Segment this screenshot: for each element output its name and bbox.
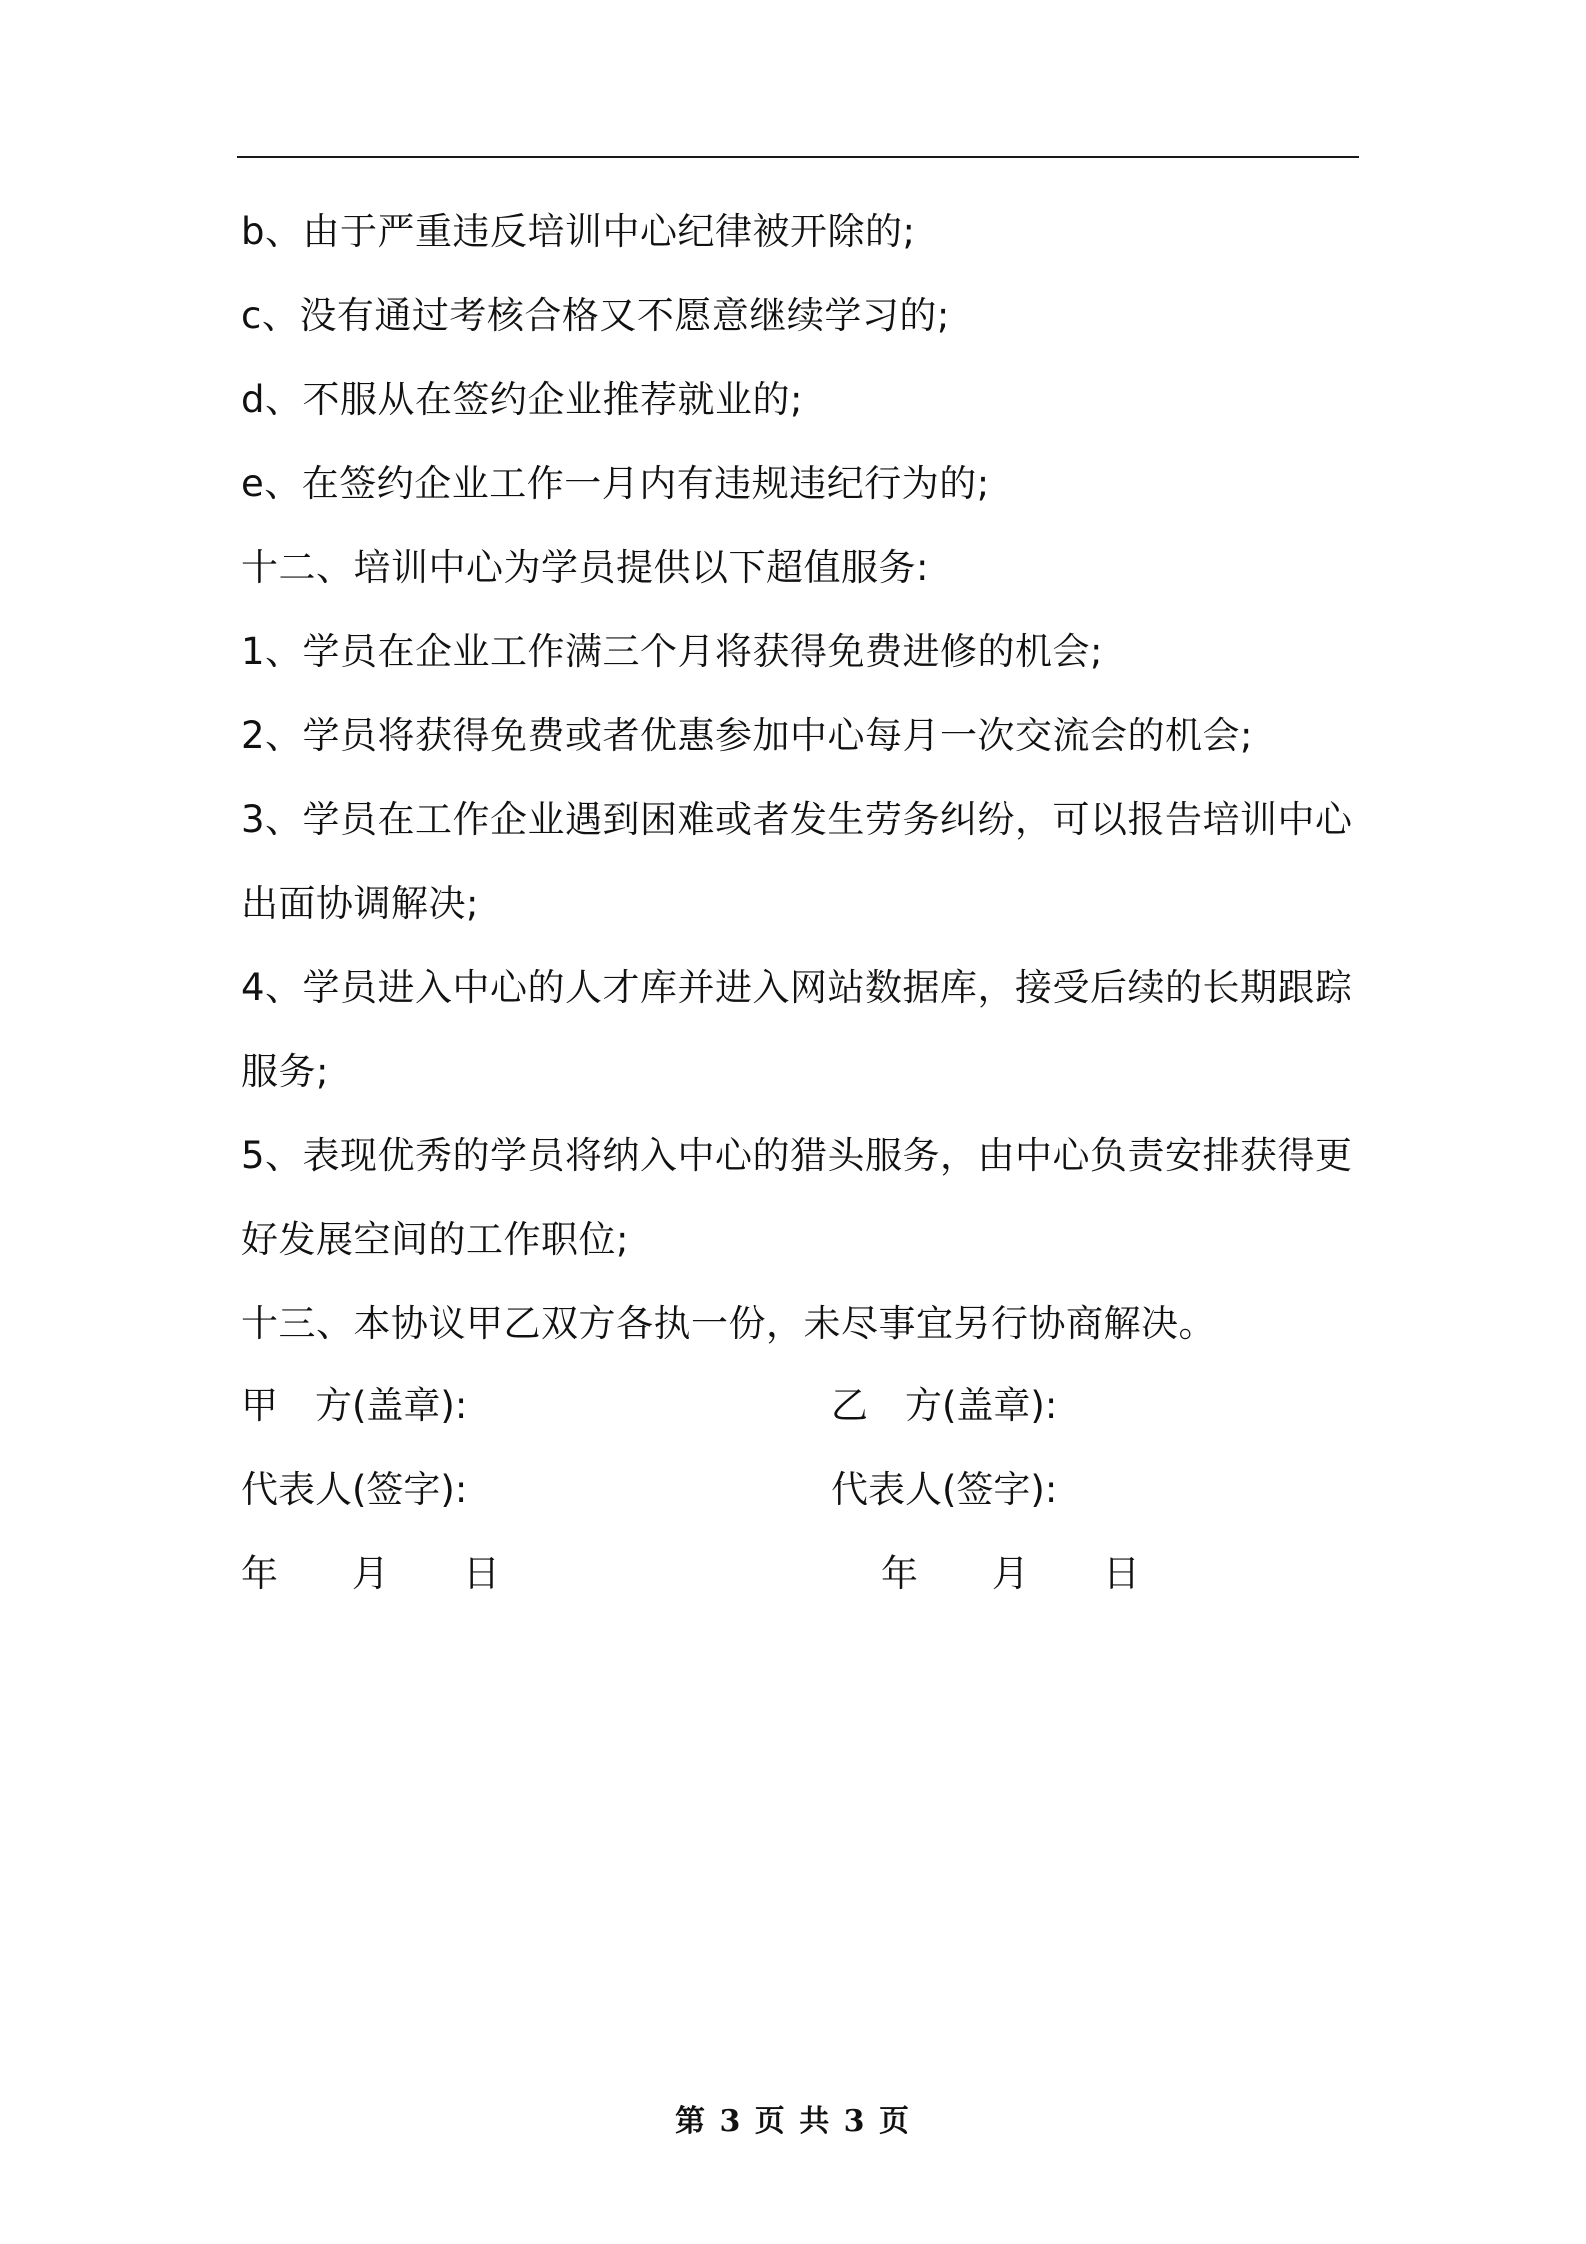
service-item-5: 5、表现优秀的学员将纳入中心的猎头服务，由中心负责安排获得更: [241, 1134, 1353, 1177]
party-b-date-label: 年 月 日: [881, 1552, 1140, 1595]
header-rule: [237, 156, 1359, 158]
agreement-body: [241, 190, 1366, 1366]
section-thirteen: 十三、本协议甲乙双方各执一份，未尽事宜另行协商解决。: [241, 1302, 1216, 1345]
service-item-3-continued: 出面协调解决;: [241, 882, 479, 925]
clause-d: d、不服从在签约企业推荐就业的;: [241, 378, 803, 421]
service-item-5-continued: 好发展空间的工作职位;: [241, 1218, 629, 1261]
party-a-date-label: 年 月 日: [241, 1552, 500, 1595]
representative-row: [241, 1448, 1366, 1532]
service-item-4: 4、学员进入中心的人才库并进入网站数据库，接受后续的长期跟踪: [241, 966, 1353, 1009]
service-item-4-continued: 服务;: [241, 1050, 329, 1093]
clause-c: c、没有通过考核合格又不愿意继续学习的;: [241, 294, 950, 337]
party-a-seal-label: 甲 方(盖章):: [241, 1384, 468, 1427]
section-twelve-heading: 十二、培训中心为学员提供以下超值服务:: [241, 546, 929, 589]
service-item-3: 3、学员在工作企业遇到困难或者发生劳务纠纷，可以报告培训中心: [241, 798, 1353, 841]
clause-e: e、在签约企业工作一月内有违规违纪行为的;: [241, 462, 990, 505]
party-a-rep-label: 代表人(签字):: [241, 1468, 468, 1511]
seal-row: [241, 1364, 1366, 1448]
party-b-seal-label: 乙 方(盖章):: [831, 1384, 1058, 1427]
clause-b: b、由于严重违反培训中心纪律被开除的;: [241, 210, 916, 253]
service-item-1: 1、学员在企业工作满三个月将获得免费进修的机会;: [241, 630, 1104, 673]
signature-block: [241, 1364, 1366, 1616]
page-number-footer: 第 3 页 共 3 页: [675, 2104, 911, 2139]
party-b-rep-label: 代表人(签字):: [831, 1468, 1058, 1511]
service-item-2: 2、学员将获得免费或者优惠参加中心每月一次交流会的机会;: [241, 714, 1254, 757]
date-row: [241, 1532, 1366, 1616]
